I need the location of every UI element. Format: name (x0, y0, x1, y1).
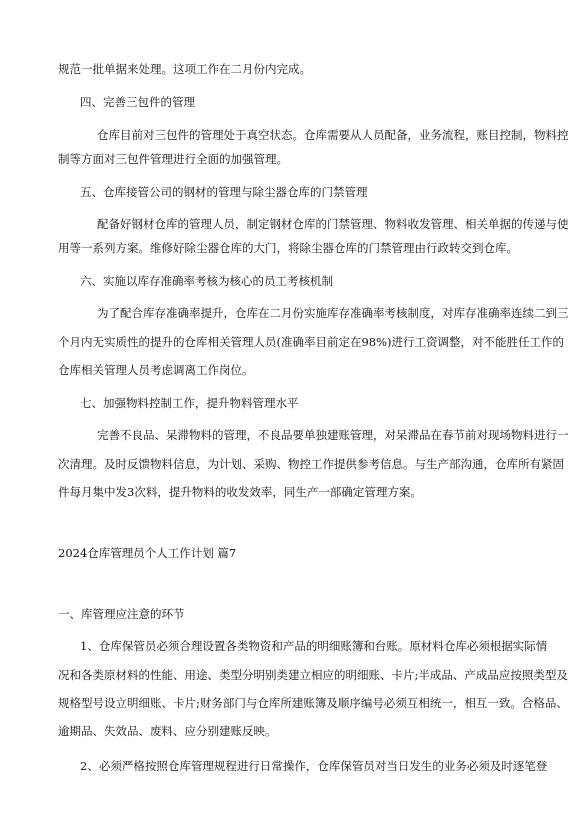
paragraph-line: 2、必须严格按照仓库管理规程进行日常操作，仓库保管员对当日发生的业务必须及时逐笔登 (80, 759, 548, 773)
paragraph-line: 配备好钢材仓库的管理人员，制定钢材仓库的门禁管理、物料收发管理、相关单据的传递与使 (97, 217, 569, 231)
paragraph-line: 制等方面对三包件管理进行全面的加强管理。 (58, 152, 288, 166)
paragraph-line: 规格型号设立明细账、卡片;财务部门与仓库所建账簿及顺序编号必须互相统一，相互一致。合格品、 (58, 696, 568, 710)
paragraph-line: 次清理。及时反馈物料信息，为计划、采购、物控工作提供参考信息。与生产部沟通，仓库所有紧固 (58, 457, 564, 471)
paragraph-line: 完善不良品、呆滞物料的管理，不良品要单独建账管理，对呆滞品在春节前对现场物料进行一 (97, 428, 569, 442)
section-heading-7: 七、加强物料控制工作，提升物料管理水平 (80, 396, 299, 410)
paragraph-line: 为了配合库存准确率提升，仓库在二月份实施库存准确率考核制度，对库存准确率连续二到三 (97, 306, 569, 320)
paragraph-line: 1、仓库保管员必须合理设置各类物资和产品的明细账簿和台账。原材料仓库必须根据实际情 (80, 639, 548, 653)
section-heading-5: 五、仓库接管公司的钢材的管理与除尘器仓库的门禁管理 (80, 185, 368, 199)
paragraph-line: 规范一批单据来处理。这项工作在二月份内完成。 (58, 62, 311, 76)
section-heading-1: 一、库管理应注意的环节 (58, 607, 185, 621)
paragraph-line: 逾期品、失效品、废料、应分别建账反映。 (58, 724, 277, 738)
article-title: 2024仓库管理员个人工作计划 篇7 (58, 546, 237, 560)
section-heading-6: 六、实施以库存准确率考核为核心的员工考核机制 (80, 274, 333, 288)
paragraph-line: 个月内无实质性的提升的仓库相关管理人员(准确率目前定在98%)进行工资调整，对不能胜任工作的 (58, 335, 565, 349)
paragraph-line: 用等一系列方案。维修好除尘器仓库的大门，将除尘器仓库的门禁管理由行政转交到仓库。 (58, 241, 518, 255)
paragraph-line: 况和各类原材料的性能、用途、类型分明别类建立相应的明细账、卡片;半成品、产成品应按照类型及 (58, 668, 568, 682)
paragraph-line: 仓库目前对三包件的管理处于真空状态。仓库需要从人员配备，业务流程，账目控制，物料控 (97, 128, 569, 142)
paragraph-line: 仓库相关管理人员考虑调离工作岗位。 (58, 363, 254, 377)
paragraph-line: 件每月集中发3次料，提升物料的收发效率，同生产一部确定管理方案。 (58, 485, 422, 499)
section-heading-4: 四、完善三包件的管理 (80, 95, 195, 109)
